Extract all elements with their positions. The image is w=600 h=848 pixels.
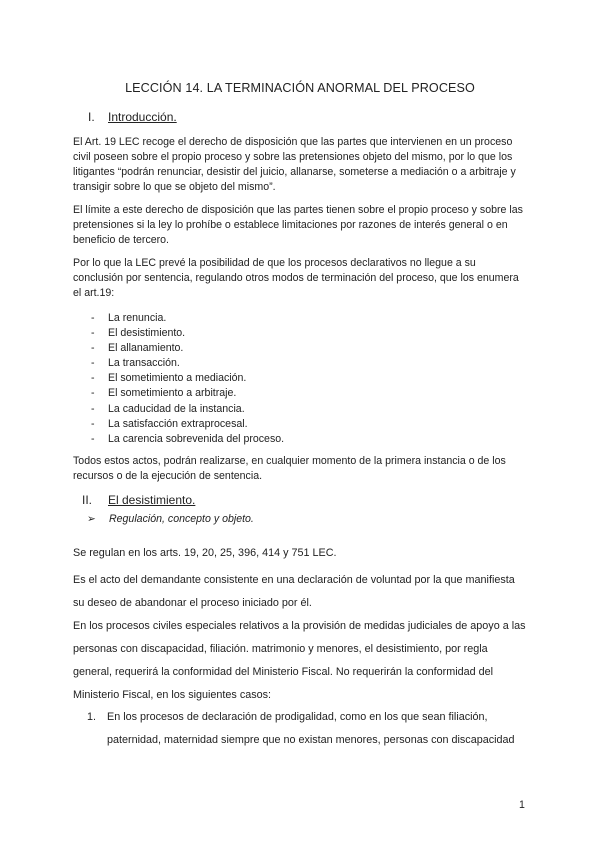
bullet-dash: - bbox=[91, 342, 95, 355]
list-item: - El desistimiento. bbox=[73, 326, 284, 341]
subsection-label: Regulación, concepto y objeto. bbox=[109, 513, 254, 525]
section-heading-introduccion bbox=[0, 110, 600, 126]
list-item: - La caducidad de la instancia. bbox=[73, 402, 284, 417]
desist-paragraph-1: Se regulan en los arts. 19, 20, 25, 396, 414 y 751 LEC. bbox=[73, 547, 337, 559]
subsection-heading bbox=[87, 513, 254, 525]
desist-paragraph-2: Es el acto del demandante consistente en una declaración de voluntad por la que manifiesta su deseo de abandonar el proceso iniciado por él. bbox=[73, 574, 515, 609]
termination-modes-list bbox=[73, 311, 284, 447]
page-number: 1 bbox=[519, 799, 525, 811]
list-item: - La transacción. bbox=[73, 356, 284, 371]
intro-paragraph-2: El límite a este derecho de disposición que las partes tienen sobre el propio proceso y sobre las pretensiones si la ley lo prohíbe o establece limitaciones por razones de interés general o en beneficio de tercero. bbox=[73, 204, 523, 246]
bullet-dash: - bbox=[91, 372, 95, 385]
section-label: El desistimiento. bbox=[108, 493, 196, 507]
list-item: - El sometimiento a arbitraje. bbox=[73, 386, 284, 401]
section-number: II. bbox=[82, 493, 93, 507]
desist-paragraph-3: En los procesos civiles especiales relativos a la provisión de medidas judiciales de apoyo a las personas con discapacidad, filiación. matrimonio y menores, el desistimiento, por regla general, requerirá la conformidad del Ministerio Fiscal. No requerirán la conformidad del Ministerio Fiscal, en los siguientes casos: bbox=[73, 620, 526, 701]
list-item: - La renuncia. bbox=[73, 311, 284, 326]
intro-paragraph-1: El Art. 19 LEC recoge el derecho de disposición que las partes que intervienen en un proceso civil poseen sobre el propio proceso y sobre las pretensiones objeto del mismo, por lo que los litigantes “podrán renunciar, desistir del juicio, allanarse, someterse a mediación o a arbitraje y transigir sobre lo que se objeto del mismo”. bbox=[73, 136, 516, 193]
numbered-list-item bbox=[87, 706, 532, 752]
arrow-bullet-icon: ➢ bbox=[87, 513, 96, 525]
list-item: - La satisfacción extraprocesal. bbox=[73, 417, 284, 432]
list-item: - El sometimiento a mediación. bbox=[73, 371, 284, 386]
bullet-dash: - bbox=[91, 432, 95, 445]
bullet-dash: - bbox=[91, 417, 95, 430]
item-number: 1. bbox=[87, 711, 97, 723]
bullet-dash: - bbox=[91, 387, 95, 400]
intro-paragraph-3: Por lo que la LEC prevé la posibilidad de que los procesos declarativos no llegue a su conclusión por sentencia, regulando otros modos de terminación del proceso, que los enumera el art.19: bbox=[73, 257, 519, 299]
section-heading-desistimiento bbox=[0, 493, 600, 509]
after-list-paragraph: Todos estos actos, podrán realizarse, en cualquier momento de la primera instancia o de los recursos o de la ejecución de sentencia. bbox=[73, 455, 506, 482]
section-number: I. bbox=[88, 110, 95, 124]
list-item: - El allanamiento. bbox=[73, 341, 284, 356]
bullet-dash: - bbox=[91, 402, 95, 415]
page-title: LECCIÓN 14. LA TERMINACIÓN ANORMAL DEL PROCESO bbox=[125, 81, 475, 95]
bullet-dash: - bbox=[91, 357, 95, 370]
item-text: En los procesos de declaración de prodigalidad, como en los que sean filiación, paternidad, maternidad siempre que no existan menores, personas con discapacidad bbox=[107, 711, 515, 746]
section-label: Introducción. bbox=[108, 110, 177, 124]
list-item: - La carencia sobrevenida del proceso. bbox=[73, 432, 284, 447]
bullet-dash: - bbox=[91, 327, 95, 340]
bullet-dash: - bbox=[91, 312, 95, 324]
